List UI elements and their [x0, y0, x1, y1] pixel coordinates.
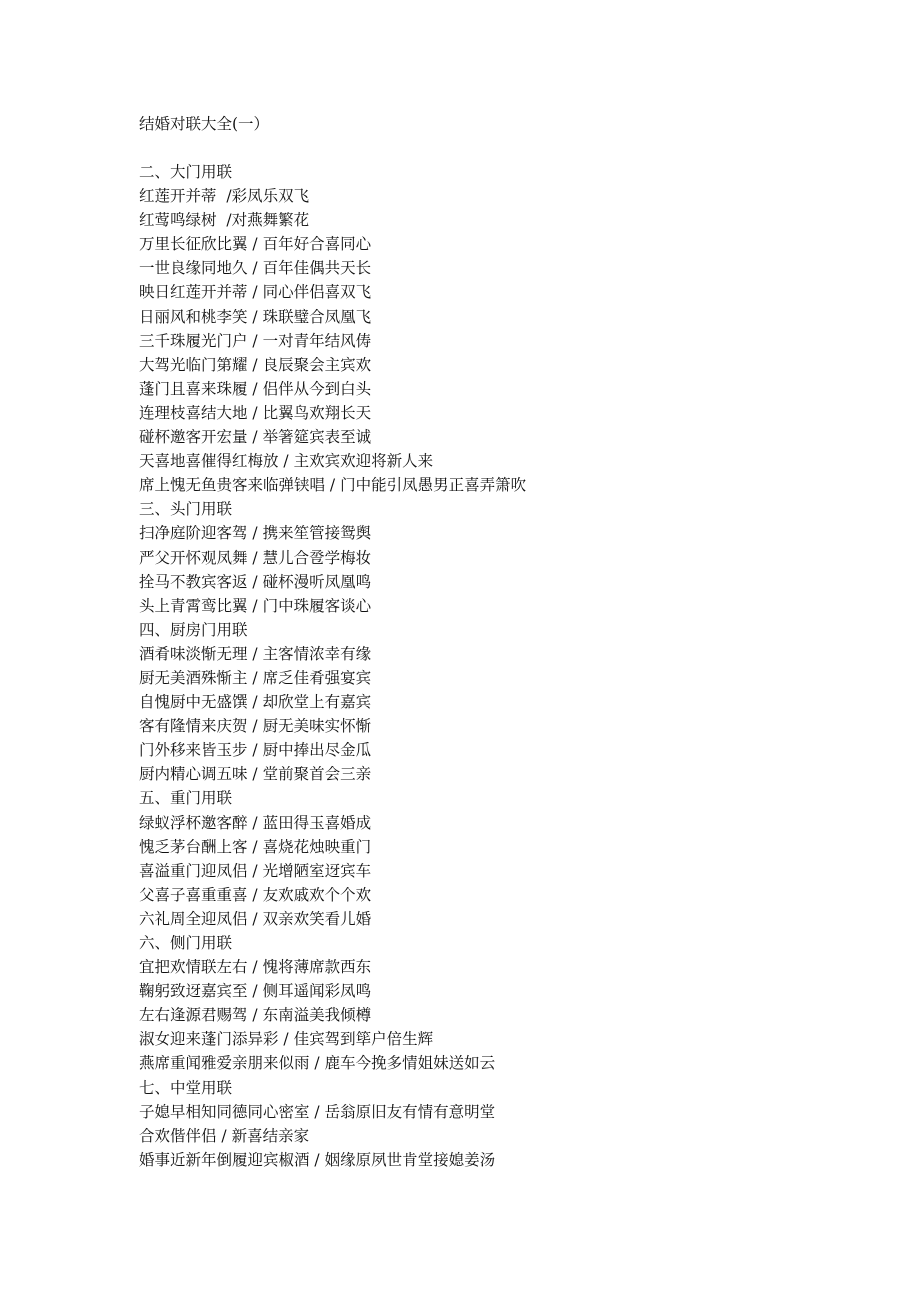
couplet-line: 头上青霄鸾比翼 / 门中珠履客谈心: [139, 596, 372, 615]
couplet-line: 婚事近新年倒履迎宾椒酒 / 姻缘原夙世肯堂接媳姜汤: [139, 1150, 496, 1169]
couplet-line: 三千珠履光门户 / 一对青年结风俦: [139, 331, 372, 350]
couplet-line: 红莲开并蒂 /彩凤乐双飞: [139, 187, 310, 206]
couplet-line: 酒肴味淡惭无理 / 主客情浓幸有缘: [139, 644, 372, 663]
document-title: 结婚对联大全(一）: [139, 115, 270, 133]
couplet-line: 鞠躬致迓嘉宾至 / 侧耳遥闻彩凤鸣: [139, 982, 372, 1001]
couplet-line: 连理枝喜结大地 / 比翼鸟欢翔长天: [139, 403, 372, 422]
couplet-line: 淑女迎来蓬门添异彩 / 佳宾驾到筚户倍生辉: [139, 1030, 434, 1049]
couplet-line: 左右逢源君赐驾 / 东南溢美我倾樽: [139, 1006, 372, 1025]
section-heading: 二、大门用联: [139, 163, 233, 181]
couplet-line: 万里长征欣比翼 / 百年好合喜同心: [139, 235, 372, 254]
couplet-line: 六礼周全迎凤侣 / 双亲欢笑看儿婚: [139, 909, 372, 928]
couplet-line: 子媳早相知同德同心密室 / 岳翁原旧友有情有意明堂: [139, 1102, 496, 1121]
couplet-line: 门外移来皆玉步 / 厨中捧出尽金瓜: [139, 741, 372, 760]
couplet-line: 厨内精心调五味 / 堂前聚首会三亲: [139, 765, 372, 784]
couplet-line: 大驾光临门第耀 / 良辰聚会主宾欢: [139, 355, 372, 374]
couplet-line: 碰杯邀客开宏量 / 举箸筵宾表至诚: [139, 428, 372, 447]
couplet-line: 宜把欢情联左右 / 愧将薄席款西东: [139, 958, 372, 977]
section-heading: 四、厨房门用联: [139, 620, 248, 639]
couplet-line: 绿蚁浮杯邀客醉 / 蓝田得玉喜婚成: [139, 813, 372, 832]
couplet-line: 严父开怀观凤舞 / 慧儿合卺学梅妆: [139, 548, 372, 567]
couplet-line: 一世良缘同地久 / 百年佳偶共天长: [139, 259, 372, 278]
section-heading: 七、中堂用联: [139, 1078, 233, 1097]
section-heading: 六、侧门用联: [139, 934, 233, 952]
couplet-line: 映日红莲开并蒂 / 同心伴侣喜双飞: [139, 283, 372, 302]
couplet-line: 扫净庭阶迎客驾 / 携来笙管接鸳舆: [139, 524, 372, 543]
couplet-line: 拴马不教宾客返 / 碰杯漫听凤凰鸣: [139, 572, 372, 591]
couplet-line: 蓬门且喜来珠履 / 侣伴从今到白头: [139, 379, 372, 398]
document-body: [139, 112, 859, 1172]
couplet-line: 愧乏茅台酬上客 / 喜烧花烛映重门: [139, 837, 372, 856]
couplet-line: 喜溢重门迎凤侣 / 光增陋室迓宾车: [139, 861, 372, 880]
couplet-line: 燕席重闻雅爱亲朋来似雨 / 鹿车今挽多情姐妹送如云: [139, 1054, 496, 1073]
couplet-line: 客有隆情来庆贺 / 厨无美味实怀惭: [139, 717, 372, 736]
section-heading: 五、重门用联: [139, 789, 233, 808]
couplet-line: 红莺鸣绿树 /对燕舞繁花: [139, 211, 310, 230]
couplet-line: 日丽风和桃李笑 / 珠联璧合凤凰飞: [139, 307, 372, 326]
couplet-line: 父喜子喜重重喜 / 友欢戚欢个个欢: [139, 885, 372, 904]
couplet-line: 席上愧无鱼贵客来临弹铗唱 / 门中能引凤愚男正喜弄箫吹: [139, 476, 527, 495]
couplet-line: 合欢偕伴侣 / 新喜结亲家: [139, 1126, 310, 1145]
couplet-line: 自愧厨中无盛馔 / 却欣堂上有嘉宾: [139, 693, 372, 712]
section-heading: 三、头门用联: [139, 500, 233, 519]
couplet-list: [139, 160, 859, 1172]
couplet-line: 厨无美酒殊惭主 / 席乏佳肴强宴宾: [139, 668, 372, 687]
couplet-line: 天喜地喜催得红梅放 / 主欢宾欢迎将新人来: [139, 452, 434, 471]
